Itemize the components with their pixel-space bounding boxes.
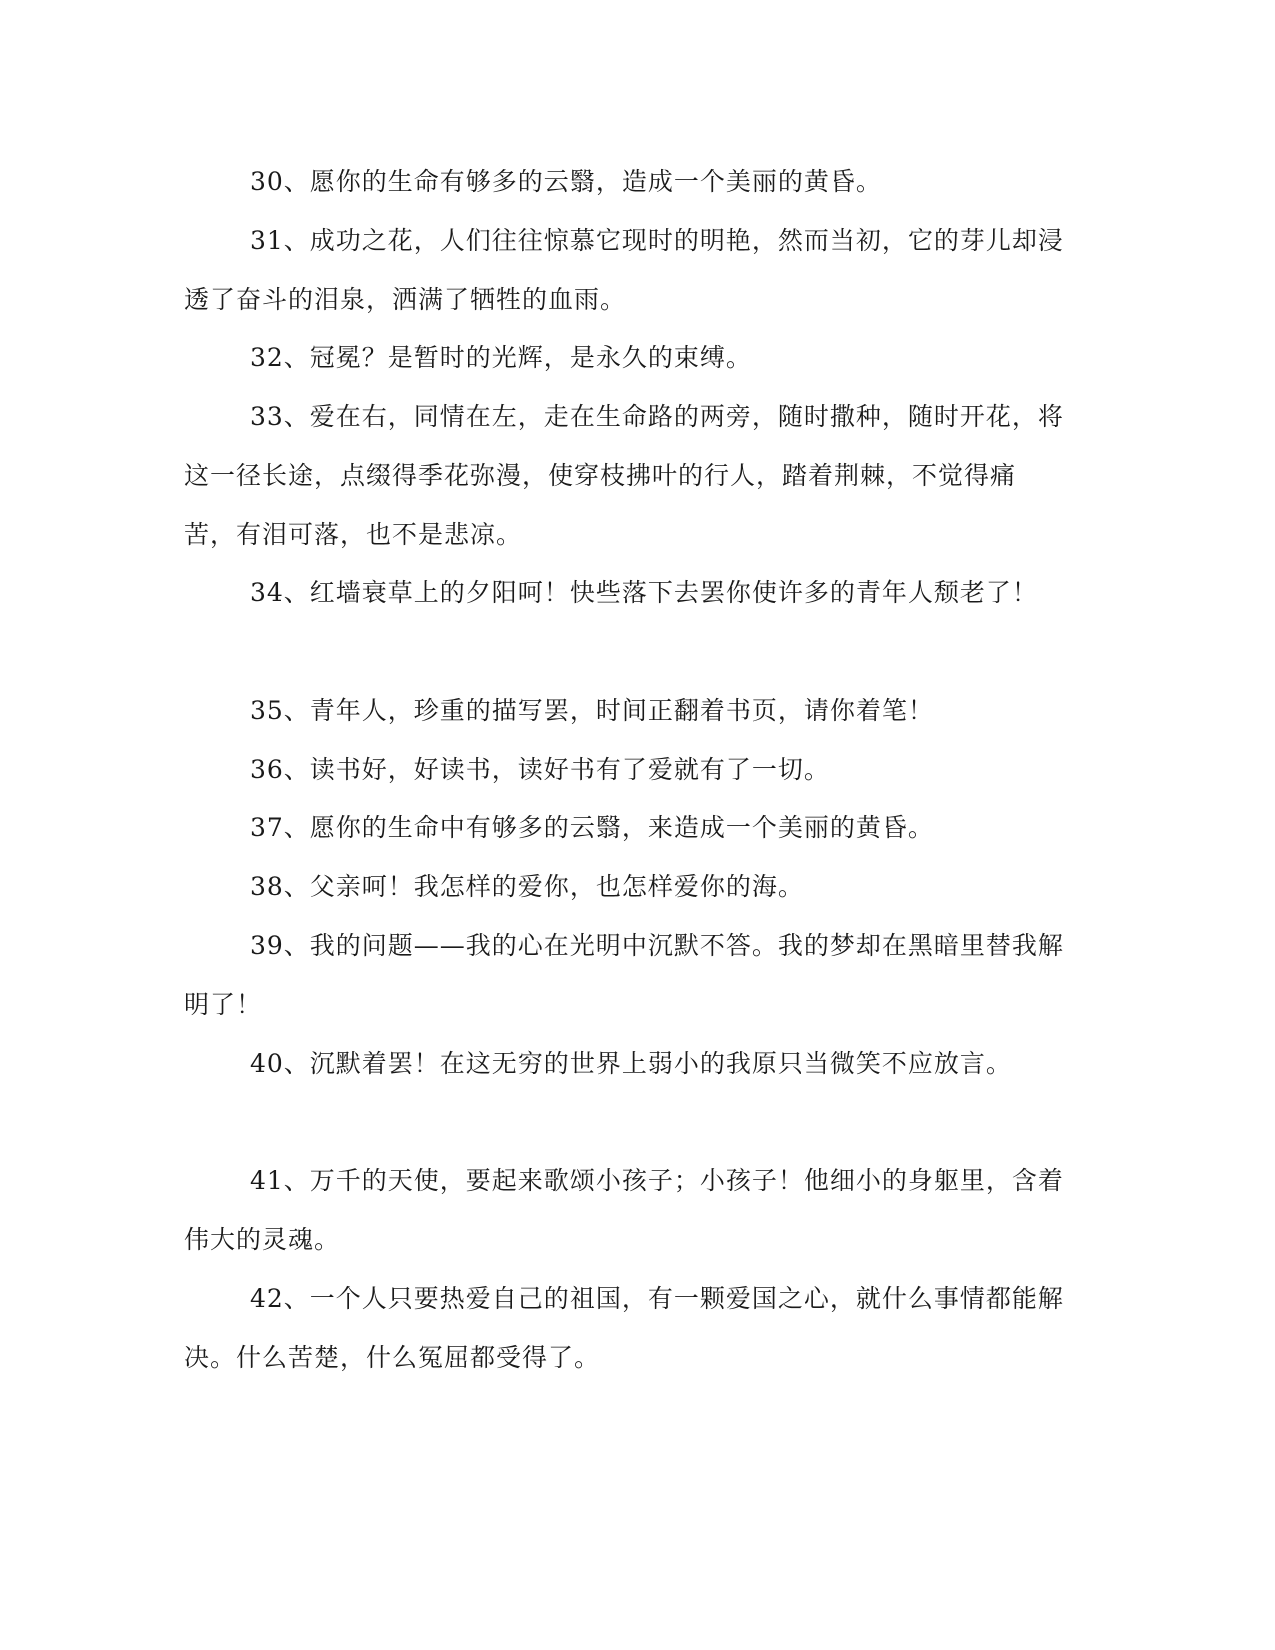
paragraph-32: 32、冠冕？是暂时的光辉，是永久的束缚。: [250, 343, 752, 372]
paragraph-38: 38、父亲呵！我怎样的爱你，也怎样爱你的海。: [250, 872, 804, 901]
paragraph-41: 41、万千的天使，要起来歌颂小孩子；小孩子！他细小的身躯里，含着伟大的灵魂。: [184, 1166, 1064, 1254]
paragraph-37: 37、愿你的生命中有够多的云翳，来造成一个美丽的黄昏。: [250, 813, 934, 842]
paragraph-30: 30、愿你的生命有够多的云翳，造成一个美丽的黄昏。: [250, 167, 882, 196]
paragraph-35: 35、青年人，珍重的描写罢，时间正翻着书页，请你着笔！: [250, 696, 934, 725]
paragraph-42: 42、一个人只要热爱自己的祖国，有一颗爱国之心，就什么事情都能解决。什么苦楚，什么冤屈都受得了。: [184, 1284, 1064, 1372]
paragraph-31: 31、成功之花，人们往往惊慕它现时的明艳，然而当初，它的芽儿却浸透了奋斗的泪泉，洒满了牺牲的血雨。: [184, 226, 1064, 314]
paragraph-34: 34、红墙衰草上的夕阳呵！快些落下去罢你使许多的青年人颓老了！: [250, 578, 1038, 607]
paragraph-39: 39、我的问题——我的心在光明中沉默不答。我的梦却在黑暗里替我解明了！: [184, 931, 1064, 1019]
paragraph-40: 40、沉默着罢！在这无穷的世界上弱小的我原只当微笑不应放言。: [250, 1049, 1012, 1078]
paragraph-33: 33、爱在右，同情在左，走在生命路的两旁，随时撒种，随时开花，将这一径长途，点缀得季花弥漫，使穿枝拂叶的行人，踏着荆棘，不觉得痛苦，有泪可落，也不是悲凉。: [184, 402, 1064, 549]
paragraph-36: 36、读书好，好读书，读好书有了爱就有了一切。: [250, 755, 830, 784]
